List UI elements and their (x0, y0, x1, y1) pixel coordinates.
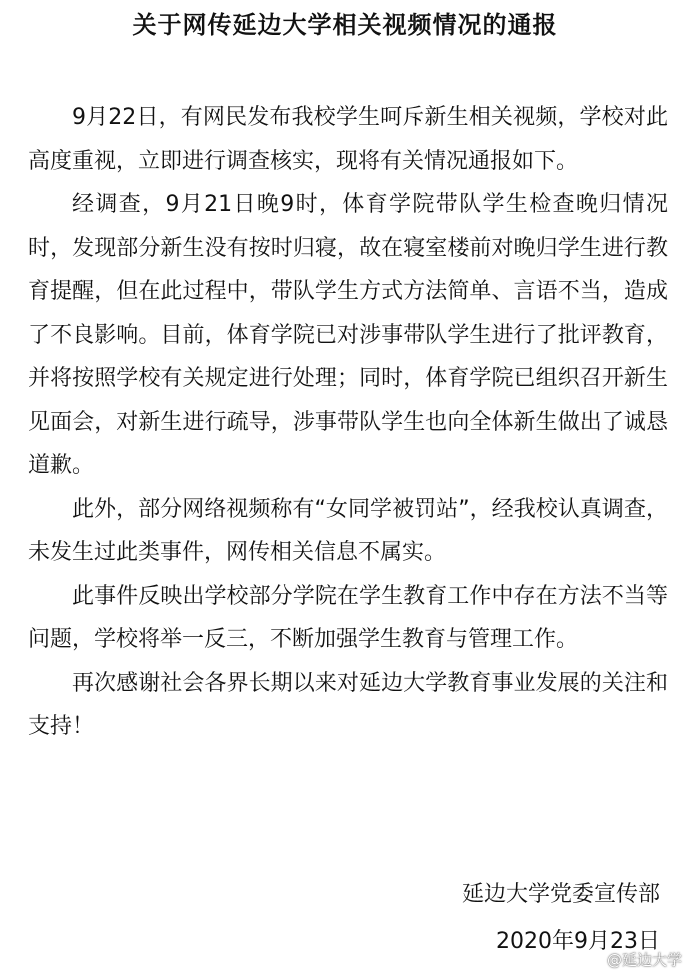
signature-organization: 延边大学党委宣传部 (461, 882, 660, 907)
paragraph-4: 此事件反映出学校部分学院在学生教育工作中存在方法不当等问题，学校将举一反三，不断加强学生教育与管理工作。 (28, 583, 668, 652)
paragraph-5: 再次感谢社会各界长期以来对延边大学教育事业发展的关注和支持！ (28, 670, 668, 739)
document-title: 关于网传延边大学相关视频情况的通报 (132, 11, 558, 39)
paragraph-1: 9月22日，有网民发布我校学生呵斥新生相关视频，学校对此高度重视，立即进行调查核实，现将有关情况通报如下。 (28, 105, 668, 174)
document-body (28, 96, 668, 749)
paragraph-2: 经调查，9月21日晚9时，体育学院带队学生检查晚归情况时，发现部分新生没有按时归寝，故在寝室楼前对晚归学生进行教育提醒，但在此过程中，带队学生方式方法简单、言语不当，造成了不良影响。目前，体育学院已对涉事带队学生进行了批评教育，并将按照学校有关规定进行处理；同时，体育学院已组织召开新生见面会，对新生进行疏导，涉事带队学生也向全体新生做出了诚恳道歉。 (28, 192, 668, 478)
paragraph-3: 此外，部分网络视频称有“女同学被罚站”，经我校认真调查，未发生过此类事件，网传相关信息不属实。 (28, 496, 668, 565)
weibo-watermark: @延边大学 (606, 951, 682, 969)
signature-date: 2020年9月23日 (496, 929, 660, 954)
